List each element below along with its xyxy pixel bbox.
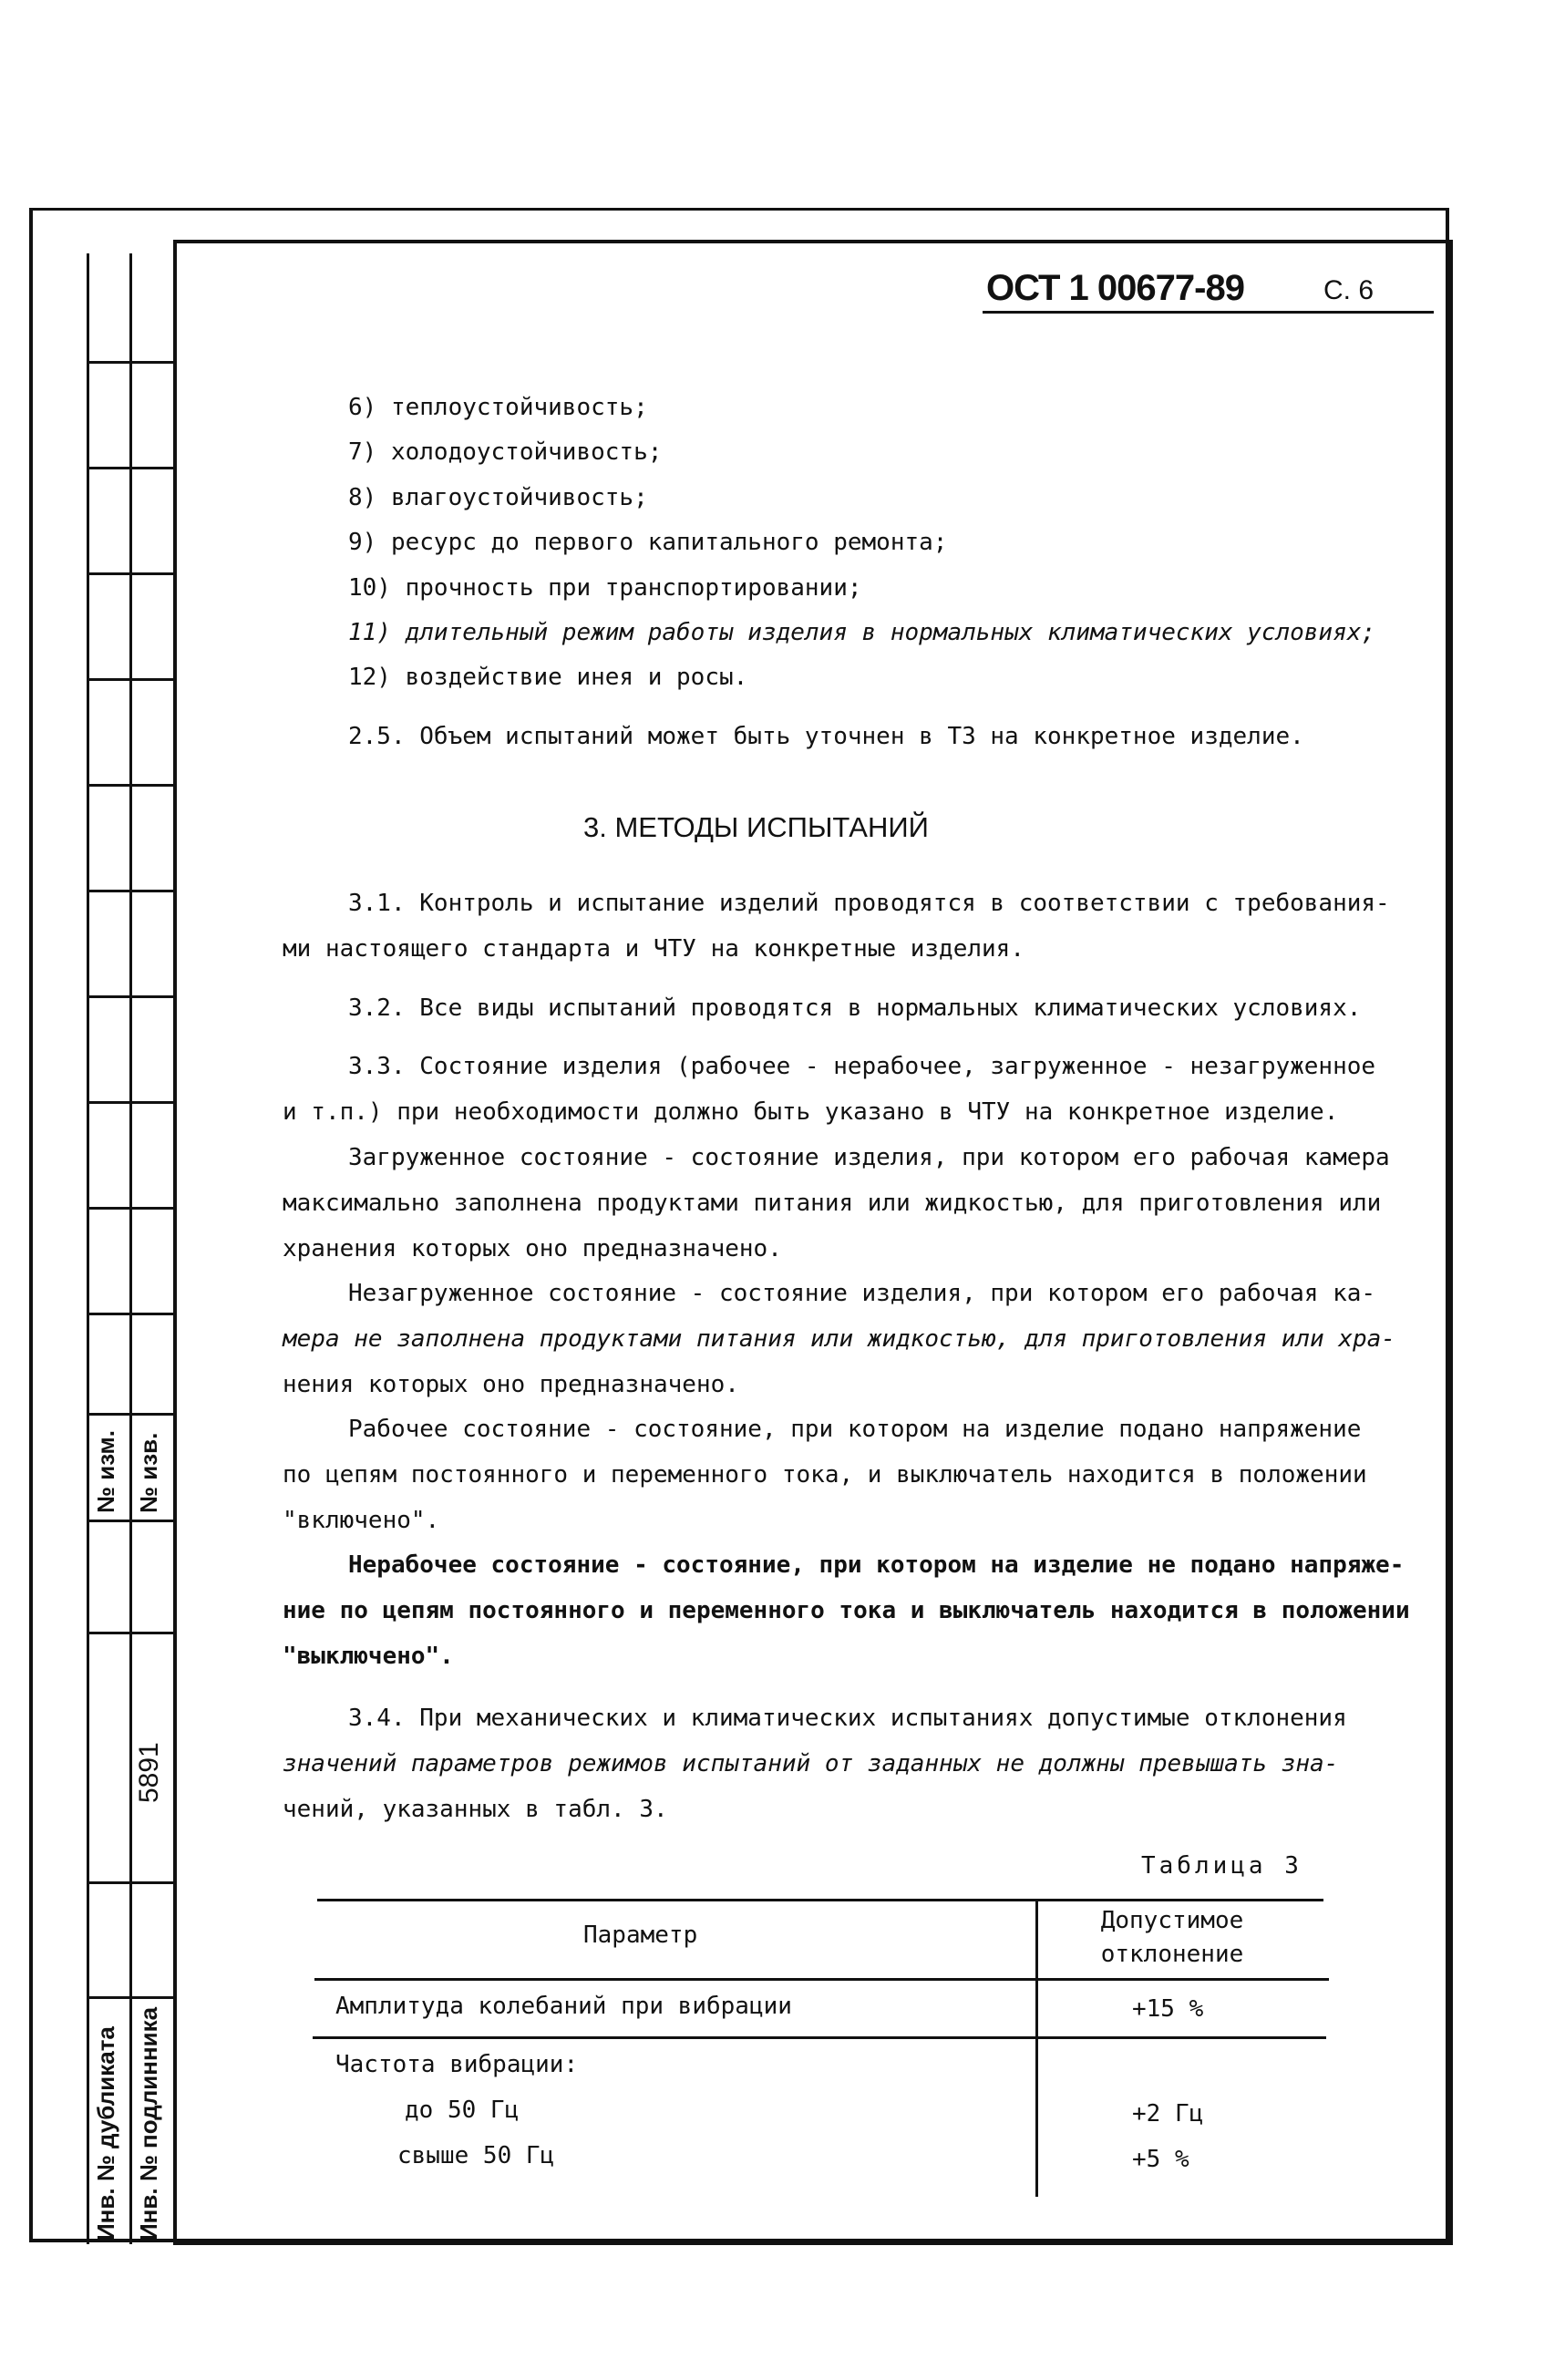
strip-cell-line	[87, 361, 173, 364]
list-item: 10) прочность при транспортировании;	[348, 574, 862, 602]
strip-cell-line	[87, 467, 173, 469]
strip-line	[129, 253, 132, 2244]
paragraph-3-3: и т.п.) при необходимости должно быть указано в ЧТУ на конкретное изделие.	[283, 1098, 1339, 1126]
list-item: 8) влагоустойчивость;	[348, 484, 648, 511]
side-strip	[87, 253, 173, 2244]
section-title: 3. МЕТОДЫ ИСПЫТАНИЙ	[583, 811, 929, 843]
table-caption: Таблица 3	[1141, 1852, 1302, 1880]
strip-cell-line	[87, 572, 173, 575]
strip-cell-line	[87, 1520, 173, 1522]
table-column-divider	[1035, 1978, 1038, 2197]
page-number: С. 6	[1323, 275, 1375, 305]
strip-cell-line	[87, 1413, 173, 1416]
strip-cell-line	[87, 1207, 173, 1210]
strip-cell-line	[87, 1101, 173, 1104]
paragraph-3-2: 3.2. Все виды испытаний проводятся в нормальных климатических условиях.	[348, 994, 1362, 1022]
strip-cell-line	[87, 784, 173, 787]
table-cell-dev: +5 %	[1132, 2146, 1189, 2173]
paragraph-nonworking: "выключено".	[283, 1643, 454, 1670]
doc-number: ОСТ 1 00677-89	[986, 268, 1244, 308]
paragraph-3-3: 3.3. Состояние изделия (рабочее - нерабочее, загруженное - незагруженное	[348, 1053, 1376, 1080]
paragraph-3-4: чений, указанных в табл. 3.	[283, 1796, 668, 1823]
table-cell-param: свыше 50 Гц	[397, 2142, 555, 2169]
strip-line	[87, 253, 89, 2244]
table-header-dev: отклонение	[1100, 1941, 1244, 1968]
table-header-param: Параметр	[583, 1922, 698, 1949]
paragraph-unloaded: мера не заполнена продуктами питания или жидкостью, для приготовления или хра-	[283, 1325, 1395, 1353]
paragraph-nonworking: ние по цепям постоянного и переменного тока и выключатель находится в положении	[283, 1597, 1410, 1624]
table-header-line	[314, 1978, 1329, 1981]
paragraph-unloaded: Незагруженное состояние - состояние изделия, при котором его рабочая ка-	[348, 1280, 1376, 1307]
paragraph-working: по цепям постоянного и переменного тока, и выключатель находится в положении	[283, 1461, 1367, 1489]
paragraph-3-4: значений параметров режимов испытаний от заданных не должны превышать зна-	[283, 1750, 1339, 1777]
table-cell-param: Амплитуда колебаний при вибрации	[335, 1993, 792, 2020]
list-item: 6) теплоустойчивость;	[348, 394, 648, 421]
strip-cell-line	[87, 1632, 173, 1634]
header-underline	[983, 311, 1434, 314]
paragraph-unloaded: нения которых оно предназначено.	[283, 1371, 739, 1398]
table-header-dev: Допустимое	[1100, 1907, 1244, 1934]
table-cell-dev: +2 Гц	[1132, 2100, 1204, 2128]
paragraph-nonworking: Нерабочее состояние - состояние, при котором на изделие не подано напряже-	[348, 1551, 1405, 1579]
table-cell-param: до 50 Гц	[405, 2097, 520, 2124]
paragraph-loaded: Загруженное состояние - состояние изделия, при котором его рабочая камера	[348, 1144, 1390, 1171]
strip-cell-line	[87, 1881, 173, 1884]
list-item: 12) воздействие инея и росы.	[348, 664, 748, 691]
paragraph-3-4: 3.4. При механических и климатических испытаниях допустимые отклонения	[348, 1705, 1347, 1732]
strip-label-izv: № изв.	[135, 1432, 162, 1513]
strip-label-izm: № изм.	[92, 1430, 119, 1513]
table-cell-param: Частота вибрации:	[335, 2051, 579, 2078]
table-top-line	[317, 1899, 1323, 1901]
strip-cell-line	[87, 995, 173, 998]
paragraph-loaded: максимально заполнена продуктами питания или жидкостью, для приготовления или	[283, 1190, 1382, 1217]
strip-number: 5891	[134, 1742, 164, 1803]
paragraph-loaded: хранения которых оно предназначено.	[283, 1235, 782, 1262]
strip-cell-line	[87, 890, 173, 892]
paragraph-3-1: 3.1. Контроль и испытание изделий проводятся в соответствии с требования-	[348, 890, 1390, 917]
strip-cell-line	[87, 678, 173, 681]
paragraph-working: "включено".	[283, 1507, 440, 1534]
table-row-line	[313, 2036, 1326, 2039]
table-column-divider	[1035, 1899, 1038, 1985]
list-item: 7) холодоустойчивость;	[348, 438, 663, 466]
paragraph-2-5: 2.5. Объем испытаний может быть уточнен в ТЗ на конкретное изделие.	[348, 723, 1304, 750]
list-item: 9) ресурс до первого капитального ремонта;	[348, 529, 948, 556]
list-item: 11) длительный режим работы изделия в нормальных климатических условиях;	[348, 619, 1376, 646]
paragraph-3-1: ми настоящего стандарта и ЧТУ на конкретные изделия.	[283, 935, 1024, 963]
strip-label-dubl: Инв. № дубликата	[92, 2026, 119, 2241]
table-cell-dev: +15 %	[1132, 1995, 1204, 2023]
paragraph-working: Рабочее состояние - состояние, при котором на изделие подано напряжение	[348, 1416, 1362, 1443]
strip-cell-line	[87, 1996, 173, 1999]
strip-cell-line	[87, 1313, 173, 1315]
strip-label-podl: Инв. № подлинника	[135, 2006, 162, 2241]
